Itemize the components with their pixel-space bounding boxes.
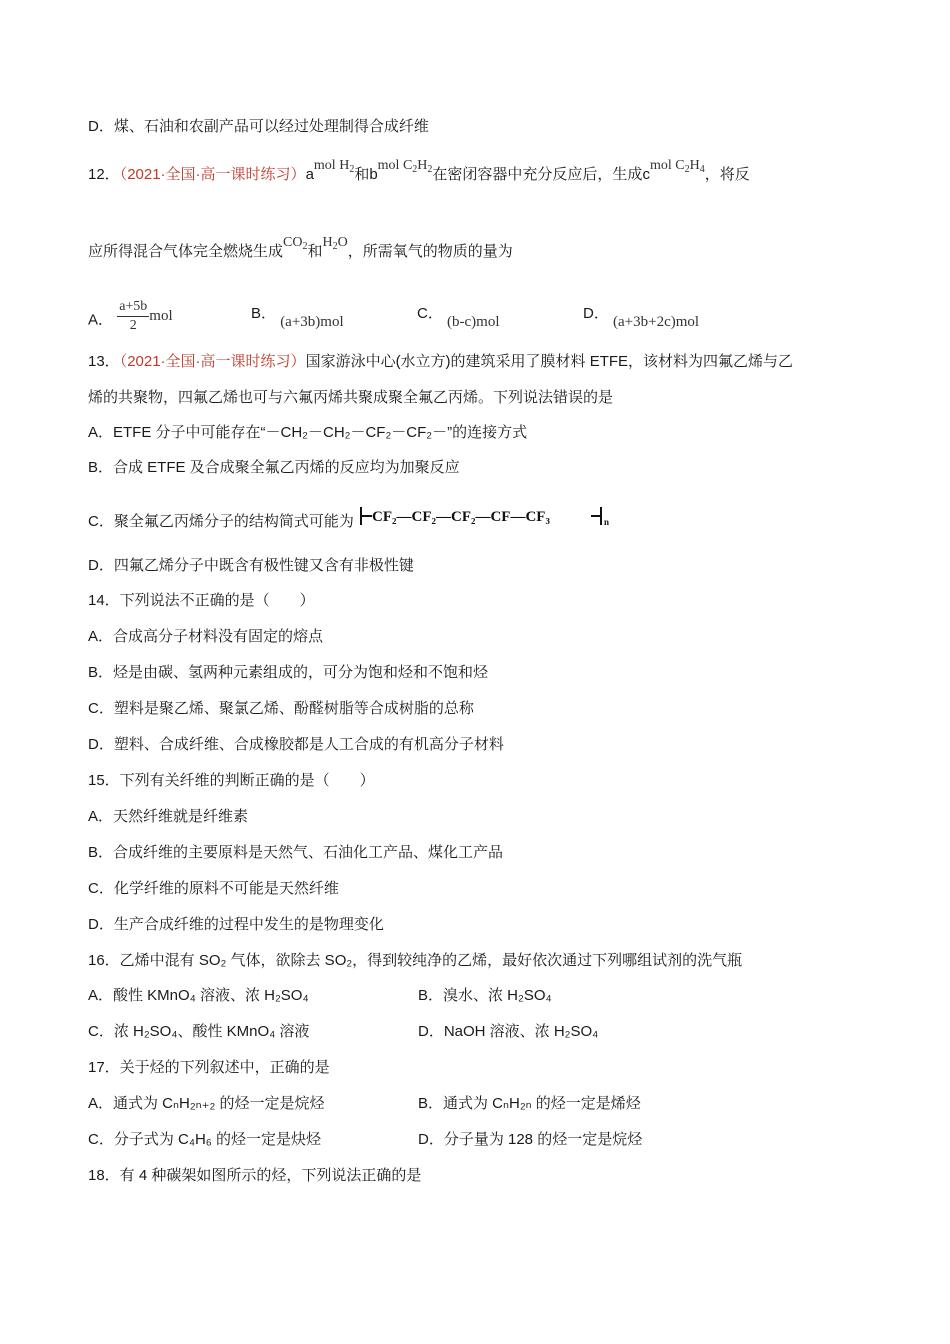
q12-option-a: A． $\frac{a+5b}{2}$ mol <box>88 299 173 333</box>
mol-c2h2: mol $C_2H_2$ <box>377 158 433 175</box>
q16-option-a: A．酸性 KMnO₄ 溶液、浓 H₂SO₄ <box>88 987 309 1004</box>
polymer-structure <box>358 507 618 537</box>
q17-option-b: B．通式为 CₙH₂ₙ 的烃一定是烯烃 <box>418 1095 641 1112</box>
q14-option-c: C．塑料是聚乙烯、聚氯乙烯、酚醛树脂等合成树脂的总称 <box>88 700 474 717</box>
fraction: $\frac{a+5b}{2}$ <box>119 299 148 333</box>
q13-option-c: C．聚全氟乙丙烯分子的结构简式可能为 CF₂—CF₂—CF₂—CF—CF₃ n <box>88 507 618 537</box>
q15-option-a: A．天然纤维就是纤维素 <box>88 808 249 825</box>
q15-option-c: C．化学纤维的原料不可能是天然纤维 <box>88 880 339 897</box>
question-number: 12． <box>88 166 120 183</box>
var-a: a <box>305 166 314 183</box>
q15-stem: 15．下列有关纤维的判断正确的是（ ） <box>88 772 375 789</box>
q17-stem: 17．关于烃的下列叙述中，正确的是 <box>88 1059 330 1076</box>
mol-c2h4: mol $C_2H_4$ <box>649 158 705 175</box>
polymer-n: n <box>604 517 610 527</box>
q13-option-b: B．合成 ETFE 及合成聚全氟乙丙烯的反应均为加聚反应 <box>88 459 460 476</box>
q14-option-d: D．塑料、合成纤维、合成橡胶都是人工合成的有机高分子材料 <box>88 736 504 753</box>
h2o-formula: $H_2O$ <box>322 235 348 252</box>
polymer-formula: CF₂—CF₂—CF₂—CF—CF₃ <box>372 509 550 525</box>
and-text: 和 <box>354 166 370 183</box>
q12-tail-text: ，将反 <box>704 166 750 183</box>
q11-option-d: D．煤、石油和农副产品可以经过处理制得合成纤维 <box>88 118 429 135</box>
q12-option-c: C． (b-c)mol <box>417 305 500 330</box>
co2-formula: $CO_2$ <box>283 235 308 252</box>
var-c: c <box>642 166 650 183</box>
q16-option-b: B．溴水、浓 H₂SO₄ <box>418 987 552 1004</box>
question-source: （2021·全国·高一课时练习） <box>119 353 306 370</box>
mol-h2: mol $H_2$ <box>313 158 355 175</box>
var-b: b <box>369 166 378 183</box>
q12-stem-line1 <box>88 158 750 190</box>
q15-option-b: B．合成纤维的主要原料是天然气、石油化工产品、煤化工产品 <box>88 844 504 861</box>
question-number: 13． <box>88 353 120 370</box>
q14-option-a: A．合成高分子材料没有固定的熔点 <box>88 628 324 645</box>
q13-option-d: D．四氟乙烯分子中既含有极性键又含有非极性键 <box>88 557 414 574</box>
question-source: （2021·全国·高一课时练习） <box>119 166 306 183</box>
q18-stem: 18．有 4 种碳架如图所示的烃，下列说法正确的是 <box>88 1167 422 1184</box>
q17-option-a: A．通式为 CₙH₂ₙ₊₂ 的烃一定是烷烃 <box>88 1095 325 1112</box>
q16-option-c: C．浓 H₂SO₄、酸性 KMnO₄ 溶液 <box>88 1023 310 1040</box>
q15-option-d: D．生产合成纤维的过程中发生的是物理变化 <box>88 916 384 933</box>
q12-mid-text: 在密闭容器中充分反应后，生成 <box>432 166 643 183</box>
q17-option-d: D．分子量为 128 的烃一定是烷烃 <box>418 1131 643 1148</box>
q12-option-d: D． (a+3b+2c)mol <box>583 305 700 330</box>
q12-stem-line2: 应所得混合气体完全燃烧生成$CO_2$和$H_2O$，所需氧气的物质的量为 <box>88 235 513 260</box>
q13-stem-line2: 烯的共聚物，四氟乙烯也可与六氟丙烯共聚成聚全氟乙丙烯。下列说法错误的是 <box>88 389 614 406</box>
q16-option-d: D．NaOH 溶液、浓 H₂SO₄ <box>418 1023 599 1040</box>
q13-option-a: A．ETFE 分子中可能存在“－CH₂－CH₂－CF₂－CF₂－”的连接方式 <box>88 424 528 441</box>
q14-option-b: B．烃是由碳、氢两种元素组成的，可分为饱和烃和不饱和烃 <box>88 664 489 681</box>
q13-stem-line1: 13．（2021·全国·高一课时练习）国家游泳中心(水立方)的建筑采用了膜材料 ETFE，该材料为四氟乙烯与乙 <box>88 353 794 370</box>
q17-option-c: C．分子式为 C₄H₆ 的烃一定是炔烃 <box>88 1131 322 1148</box>
q16-stem: 16．乙烯中混有 SO₂ 气体，欲除去 SO₂，得到较纯净的乙烯，最好依次通过下列哪组试剂的洗气瓶 <box>88 952 743 969</box>
q12-option-b: B． (a+3b)mol <box>251 305 344 330</box>
q14-stem: 14．下列说法不正确的是（ ） <box>88 592 315 609</box>
